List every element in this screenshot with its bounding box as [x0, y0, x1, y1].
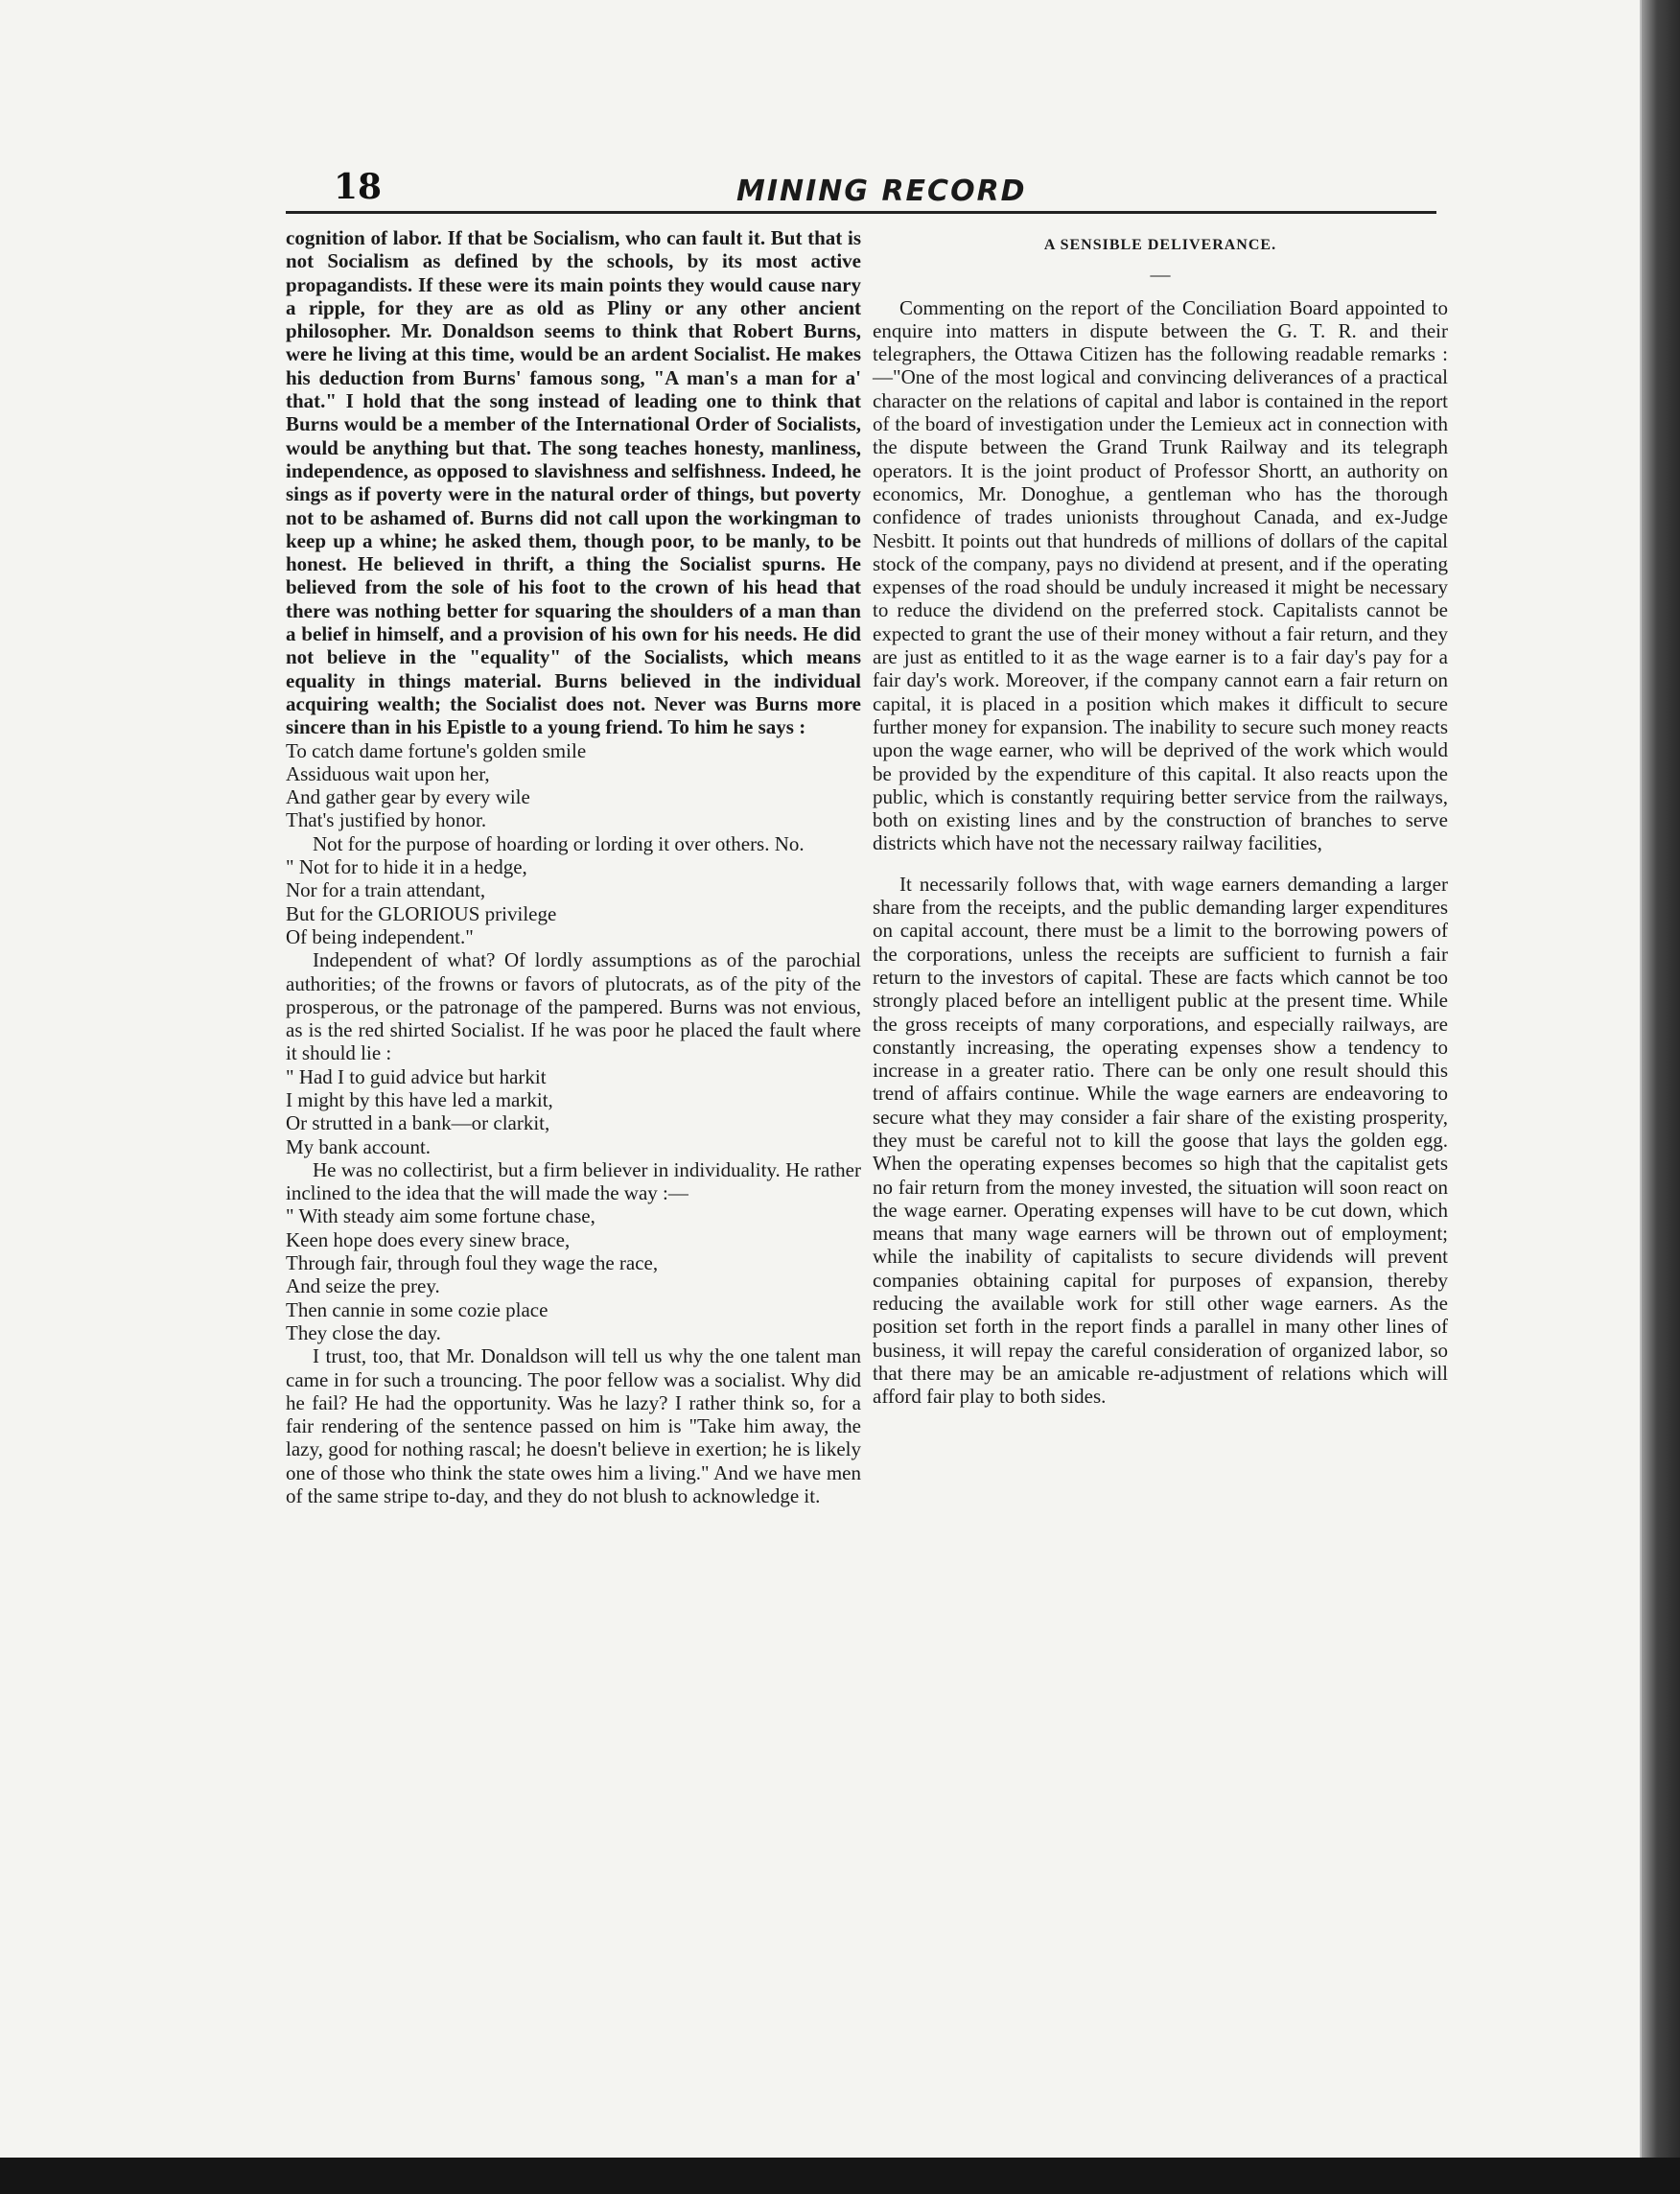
page-number: 18 [334, 167, 383, 207]
right-paragraph-1: Commenting on the report of the Conciliation Board appointed to enquire into matters in dispute between the G. T. R. and their telegraphers, the Ottawa Citizen has the following readable remarks :—"One of the most logical and convincing deliverances of a practical character on the relations of capital and labor is contained in the report of the board of investigation under the Lemieux act in connection with the dispute between the Grand Trunk Railway and its telegraph operators. It is the joint product of Professor Shortt, an authority on economics, Mr. Donoghue, a gentleman who has the thorough confidence of trades unionists throughout Canada, and ex-Judge Nesbitt. It points out that hundreds of millions of dollars of the capital stock of the company, pays no dividend at present, and if the operating expenses of the road should be unduly increased it might be necessary to reduce the dividend on the preferred stock. Capitalists cannot be expected to grant the use of their money without a fair return, and they are just as entitled to it as the wage earner is to a fair day's pay for a fair day's work. Moreover, if the company cannot earn a fair return on capital, it is placed in a position which makes it difficult to secure further money for expansion. The inability to secure such money reacts upon the wage earner, who will be deprived of the work which would be provided by the expenditure of this capital. It also reacts upon the public, which is constantly requiring better service from the railways, both on existing lines and by the construction of branches to serve districts which have not the necessary railway facilities, [873, 295, 1448, 855]
left-verse-4: " With steady aim some fortune chase, Keen hope does every sinew brace, Through fair, through foul they wage the race, And seize the prey. Then cannie in some cozie place They close the day. [286, 1204, 659, 1344]
left-paragraph-1: cognition of labor. If that be Socialism, who can fault it. But that is not Socialism as defined by the schools, by its most active propagandists. If these were its main points they would cause nary a ripple, for they are as old as Pliny or any other ancient philosopher. Mr. Donaldson seems to think that Robert Burns, were he living at this time, would be an ardent Socialist. He makes his deduction from Burns' famous song, "A man's a man for a' that." I hold that the song instead of leading one to think that Burns would be a member of the International Order of Socialists, would be anything but that. The song teaches honesty, manliness, independence, as opposed to slavishness and selfishness. Indeed, he sings as if poverty were in the natural order of things, but poverty not to be ashamed of. Burns did not call upon the workingman to keep up a whine; he asked them, though poor, to be manly, to be honest. He believed in thrift, a thing the Socialist spurns. He believed from the sole of his foot to the crown of his head that there was nothing better for squaring the shoulders of a man than a belief in himself, and a provision of his own for his needs. He did not believe in the "equality" of the Socialists, which means equality in things material. Burns believed in the individual acquiring wealth; the Socialist does not. Never was Burns more sincere than in his Epistle to a young friend. To him he says : [286, 226, 861, 739]
left-verse-1: To catch dame fortune's golden smile Assiduous wait upon her, And gather gear by every wile That's justified by honor. [286, 738, 587, 832]
left-verse-2: " Not for to hide it in a hedge, Nor for a train attendant, But for the GLORIOUS privilege Of being independent." [286, 855, 557, 948]
left-paragraph-5: I trust, too, that Mr. Donaldson will tell us why the one talent man came in for such a trouncing. The poor fellow was a socialist. Why did he fail? He had the opportunity. Was he lazy? I rather think so, for a fair rendering of the sentence passed on him is "Take him away, the lazy, good for nothing rascal; he doesn't believe in exertion; he is likely one of those who think the state owes him a living." And we have men of the same stripe to-day, and they do not blush to acknowledge it. [286, 1344, 861, 1508]
right-paragraph-2: It necessarily follows that, with wage earners demanding a larger share from the receipts, and the public demanding larger expenditures on capital account, there must be a limit to the borrowing powers of the corporations, unless the receipts are sufficient to furnish a fair return to the investors of capital. These are facts which cannot be too strongly placed before an intelligent public at the present time. While the gross receipts of many corporations, and especially railways, are constantly increasing, the operating expenses show a tendency to increase in a greater ratio. There can be only one result should this trend of affairs continue. While the wage earners are endeavoring to secure what they may consider a fair share of the existing prosperity, they must be careful not to kill the goose that lays the golden egg. When the operating expenses becomes so high that the capitalist gets no fair return from the money invested, the situation will soon react on the wage earner. Operating expenses will have to be cut down, which means that many wage earners will be thrown out of employment; while the inability of capitalists to secure dividends will prevent companies obtaining capital for purposes of expansion, thereby reducing the available work for still other wage earners. As the position set forth in the report finds a parallel in many other lines of business, it will repay the careful consideration of organized labor, so that there may be an amicable re-adjustment of relations which will afford fair play to both sides. [873, 872, 1448, 1409]
header-rule [286, 211, 1436, 214]
scan-border [0, 2158, 1680, 2194]
page-header [286, 163, 1436, 221]
headline-dash: — [1150, 263, 1171, 287]
left-paragraph-4: He was no collectirist, but a firm believer in individuality. He rather inclined to the idea that the will made the way :— [286, 1157, 861, 1205]
article-headline: A SENSIBLE DELIVERANCE. [1043, 237, 1277, 253]
running-title: MINING RECORD [736, 175, 1027, 208]
left-column [286, 226, 861, 1507]
left-paragraph-2: Not for the purpose of hoarding or lording it over others. No. [313, 831, 805, 855]
left-paragraph-3: Independent of what? Of lordly assumptions as of the parochial authorities; of the frowns or favors of plutocrats, as of the pity of the prosperous, or the patronage of the pampered. Burns was not envious, as is the red shirted Socialist. If he was poor he placed the fault where it should lie : [286, 948, 861, 1065]
right-column [873, 226, 1448, 1409]
page-edge [1642, 0, 1680, 2158]
left-verse-3: " Had I to guid advice but harkit I might by this have led a markit, Or strutted in a bank—or clarkit, My bank account. [286, 1064, 553, 1158]
